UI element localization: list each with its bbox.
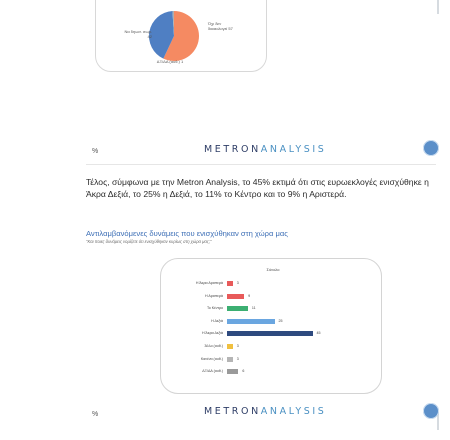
bar	[227, 357, 233, 362]
bar-value-label: 25	[278, 318, 283, 323]
pie-slide-card	[95, 0, 267, 72]
chart-title: Σύνολο	[266, 267, 280, 272]
bar	[227, 319, 275, 324]
brand-logo-text: METRONANALYSIS	[204, 406, 327, 417]
bar-value-label: 9	[248, 293, 251, 298]
bar	[227, 306, 248, 311]
page-percent-mark: %	[92, 411, 99, 418]
divider	[86, 164, 436, 165]
bar-category-label: Άλλο (αυθ.)	[204, 344, 223, 348]
bar	[227, 369, 238, 374]
bar-value-label: 6	[242, 369, 245, 374]
page-percent-mark: %	[92, 148, 99, 155]
bar	[227, 294, 244, 299]
pie-label-yes: Να δηωσ. σωρ. 42	[124, 29, 152, 39]
pie-label-dk: ΔΞ/ΔΑ (αυθ.) 1	[156, 59, 184, 64]
bar-category-label: Η Άκρα Δεξιά	[201, 331, 223, 336]
metron-emblem-icon	[423, 140, 439, 156]
bar-value-label: 45	[316, 331, 321, 336]
bar-category-label: Το Κέντρο	[206, 306, 223, 311]
bar-category-label: Η Άκρα Αριστερά	[195, 281, 223, 285]
bar	[227, 281, 233, 286]
bar-category-label: Η Αριστερά	[205, 293, 223, 298]
scroll-edge-marker	[437, 0, 439, 14]
bar-chart-card	[160, 258, 382, 394]
bar	[227, 344, 233, 349]
bar-value-label: 11	[251, 306, 256, 311]
brand-logo-text: METRONANALYSIS	[204, 144, 327, 155]
slide-subtitle: "Και ποιες δυνάμεις νομίζετε ότι ενισχύθηκαν κυρίως στη χώρα μας;"	[86, 239, 212, 244]
bar-category-label: ΔΞ/ΔΑ (αυθ.)	[202, 369, 223, 374]
bar-value-label: 3	[236, 281, 239, 285]
bar-value-label: 3	[236, 344, 239, 348]
pie-label-no: Όχι δεν δικαιολογεί 57	[208, 21, 233, 31]
pie-chart	[147, 9, 201, 63]
slide-title: Αντιλαμβανόμενες δυνάμεις που ενισχύθηκαν στη χώρα μας	[86, 229, 288, 238]
bar-value-label: 3	[236, 356, 239, 361]
article-paragraph: Τέλος, σύμφωνα με την Metron Analysis, το 45% εκτιμά ότι στις ευρωεκλογές ενισχύθηκε η Άκρα Δεξιά, το 25% η Δεξιά, το 11% το Κέντρο και το 9% η Αριστερά.	[86, 177, 429, 200]
bar	[227, 331, 313, 336]
metron-emblem-icon	[423, 403, 439, 419]
bar-category-label: Κανένα (αυθ.)	[200, 356, 223, 361]
bar-category-label: Η Δεξιά	[211, 318, 223, 323]
